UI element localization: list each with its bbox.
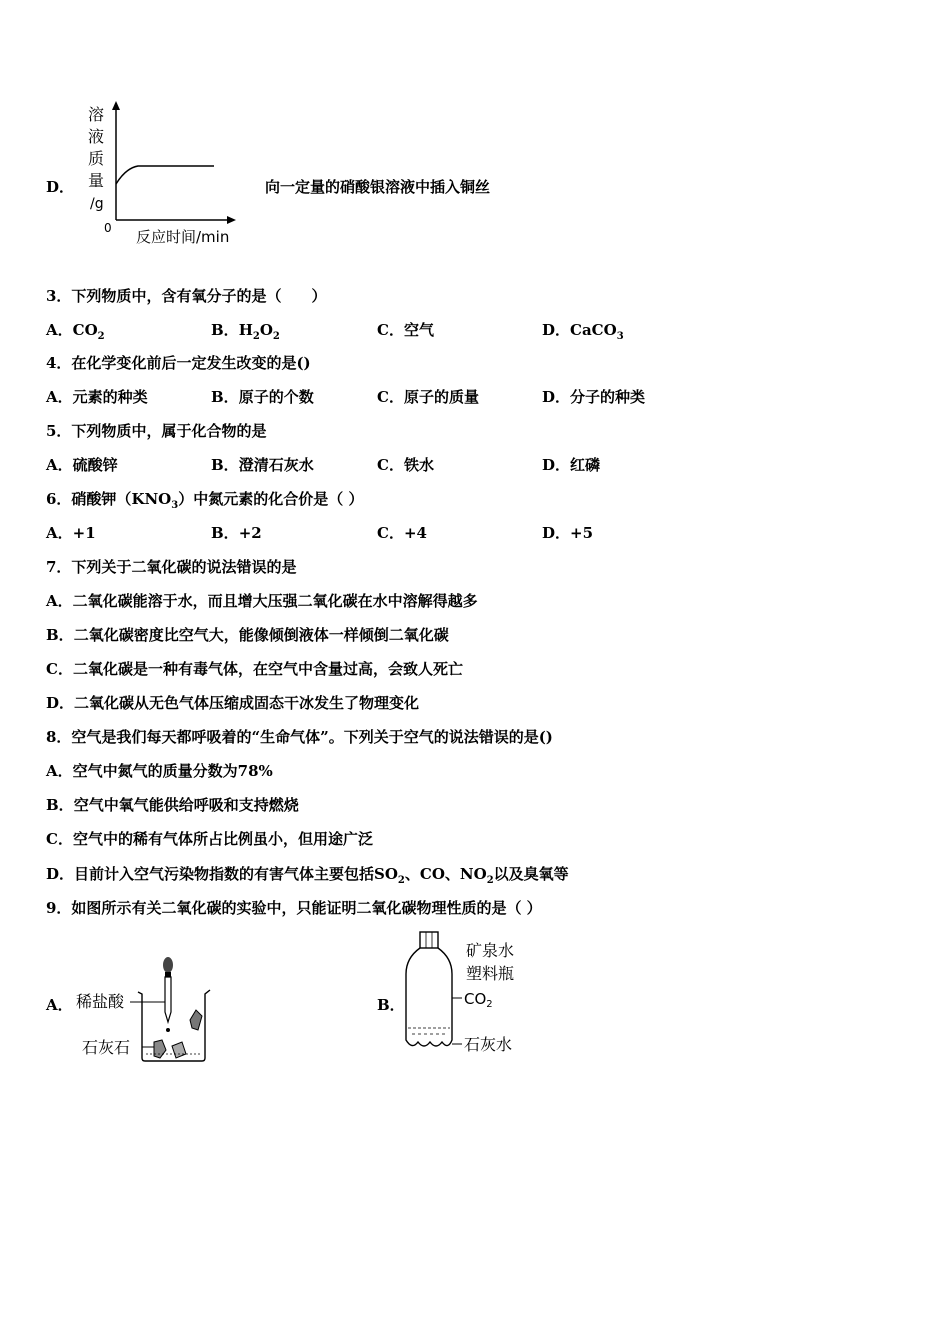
label-bottle-2: 塑料瓶 [466, 964, 515, 983]
y-axis-arrow [112, 101, 120, 110]
q9-option-a-letter: A． [46, 996, 73, 1014]
q3-option-d: D．CaCO$_3$ [542, 321, 624, 342]
q5-option-a: A．硫酸锌 [46, 456, 118, 474]
q2-option-d-graph [80, 98, 240, 248]
q3-option-b: B．$H_2O_2$ [211, 321, 280, 342]
q8-option-a: A．空气中氮气的质量分数为78% [46, 762, 273, 780]
label-acid: 稀盐酸 [76, 992, 125, 1011]
q8-option-c: C．空气中的稀有气体所占比例虽小，但用途广泛 [46, 830, 373, 848]
mass-curve [116, 166, 214, 184]
q6-stem: 6．硝酸钾$(KNO_3)$中氮元素的化合价是（ ） [46, 490, 364, 511]
label-water: 石灰水 [464, 1035, 513, 1054]
q9-option-b-figure [400, 928, 540, 1058]
q7-option-c: C．二氧化碳是一种有毒气体，在空气中含量过高，会致人死亡 [46, 660, 463, 678]
q5-option-c: C．铁水 [377, 456, 434, 474]
q4-stem: 4．在化学变化前后一定发生改变的是() [46, 354, 311, 372]
label-bottle-1: 矿泉水 [466, 941, 515, 960]
q7-option-d: D．二氧化碳从无色气体压缩成固态干冰发生了物理变化 [46, 694, 420, 712]
dropper-neck [165, 972, 171, 977]
q6-option-a: A．+1 [46, 524, 96, 542]
limestone-piece [172, 1042, 186, 1058]
q7-option-a: A．二氧化碳能溶于水，而且增大压强二氧化碳在水中溶解得越多 [46, 592, 478, 610]
q3-option-c: C．空气 [377, 321, 434, 339]
label-gas: $CO_2$ [464, 990, 493, 1010]
q7-stem: 7．下列关于二氧化碳的说法错误的是 [46, 558, 297, 576]
q4-option-a: A．元素的种类 [46, 388, 148, 406]
q9-option-a-figure [72, 950, 222, 1065]
q4-option-c: C．原子的质量 [377, 388, 479, 406]
q3-option-a: A．$CO_2$ [46, 321, 105, 342]
label-stone: 石灰石 [82, 1038, 131, 1057]
q2-option-d-caption: 向一定量的硝酸银溶液中插入铜丝 [265, 178, 491, 196]
x-axis-arrow [227, 216, 236, 224]
q9-option-b-letter: B． [377, 996, 405, 1014]
limestone-piece [190, 1010, 202, 1030]
q7-option-b: B．二氧化碳密度比空气大，能像倾倒液体一样倾倒二氧化碳 [46, 626, 449, 644]
q8-stem: 8．空气是我们每天都呼吸着的“生命气体”。下列关于空气的说法错误的是() [46, 728, 553, 746]
y-label-char: 量 [88, 171, 105, 190]
q5-option-b: B．澄清石灰水 [211, 456, 314, 474]
q3-stem: 3．下列物质中，含有氧分子的是（ ） [46, 287, 327, 305]
y-label-char: 质 [88, 149, 105, 168]
q2-option-d-letter: D． [46, 178, 75, 196]
x-label: 反应时间/min [136, 228, 230, 246]
q6-option-b: B．+2 [211, 524, 262, 542]
bottle-body [406, 948, 452, 1046]
limestone-piece [154, 1040, 166, 1058]
q5-stem: 5．下列物质中，属于化合物的是 [46, 422, 267, 440]
y-label-char: 液 [88, 127, 105, 146]
y-label-unit: /g [90, 196, 104, 212]
q8-option-d: D．目前计入空气污染物指数的有害气体主要包括$SO_2$、CO、$NO_2$以及臭氧等 [46, 865, 569, 886]
dropper-tube [165, 977, 171, 1022]
drop [166, 1028, 170, 1032]
q9-stem: 9．如图所示有关二氧化碳的实验中，只能证明二氧化碳物理性质的是（ ） [46, 899, 542, 917]
q4-option-d: D．分子的种类 [542, 388, 646, 406]
q6-option-d: D．+5 [542, 524, 594, 542]
y-label-char: 溶 [88, 105, 105, 124]
q5-option-d: D．红磷 [542, 456, 601, 474]
origin-label: 0 [104, 221, 112, 235]
dropper-bulb [163, 957, 173, 973]
q8-option-b: B．空气中氧气能供给呼吸和支持燃烧 [46, 796, 299, 814]
bottle-cap [420, 932, 438, 948]
q4-option-b: B．原子的个数 [211, 388, 314, 406]
q6-option-c: C．+4 [377, 524, 427, 542]
